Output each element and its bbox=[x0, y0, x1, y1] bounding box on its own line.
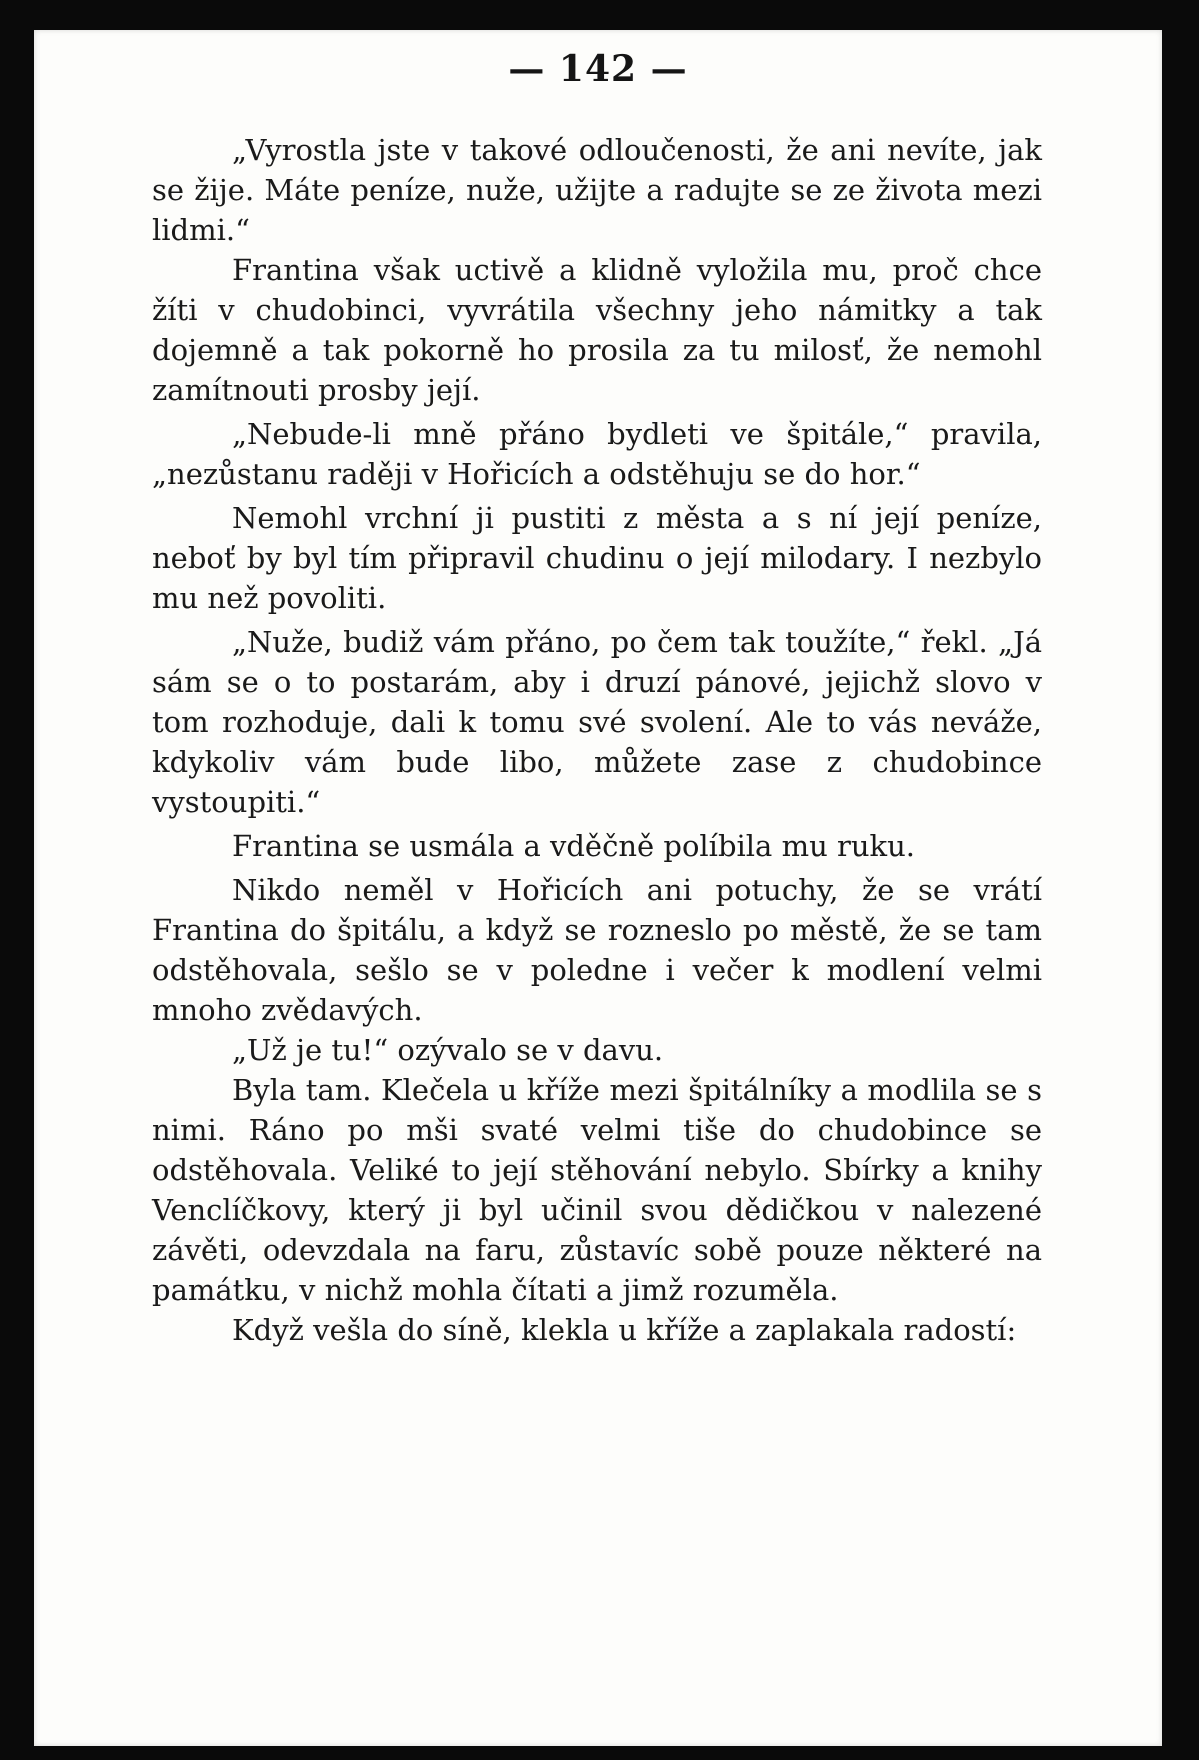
paragraph-8: „Už je tu!“ ozývalo se v davu. bbox=[232, 1033, 664, 1067]
paragraph-10: Když vešla do síně, klekla u kříže a zaplakala radostí: bbox=[232, 1313, 1017, 1347]
paragraph-3: „Nebude-li mně přáno bydleti ve špitále,“ pravila, „nezůstanu raději v Hořicích a odstěhuju se do hor.“ bbox=[152, 417, 1042, 491]
book-page bbox=[34, 30, 1162, 1746]
paragraph-7: Nikdo neměl v Hořicích ani potuchy, že se vrátí Frantina do špitálu, a když se rozneslo po městě, že se tam odstěhovala, sešlo se v poledne i večer k modlení velmi mnoho zvědavých. bbox=[152, 873, 1042, 1027]
paragraph-2: Frantina však uctivě a klidně vyložila mu, proč chce žíti v chudobinci, vyvrátila všechny jeho námitky a tak dojemně a tak pokorně ho prosila za tu milosť, že nemohl zamítnouti prosby její. bbox=[152, 253, 1042, 407]
paragraph-6: Frantina se usmála a vděčně políbila mu ruku. bbox=[232, 829, 915, 863]
page-text bbox=[152, 130, 1042, 1350]
page-number: — 142 — bbox=[508, 48, 688, 90]
paragraph-5: „Nuže, budiž vám přáno, po čem tak toužíte,“ řekl. „Já sám se o to postarám, aby i druzí pánové, jejichž slovo v tom rozhoduje, dali k tomu své svolení. Ale to vás neváže, kdykoliv vám bude libo, můžete zase z chudobince vystoupiti.“ bbox=[152, 625, 1042, 819]
paragraph-1: „Vyrostla jste v takové odloučenosti, že ani nevíte, jak se žije. Máte peníze, nuže, užijte a radujte se ze života mezi lidmi.“ bbox=[152, 133, 1042, 247]
paragraph-4: Nemohl vrchní ji pustiti z města a s ní její peníze, neboť by byl tím připravil chudinu o její milodary. I nezbylo mu než povoliti. bbox=[152, 501, 1042, 615]
paragraph-9: Byla tam. Klečela u kříže mezi špitálníky a modlila se s nimi. Ráno po mši svaté velmi tiše do chudobince se odstěhovala. Veliké to její stěhování nebylo. Sbírky a knihy Venclíčkovy, který ji byl učinil svou dědičkou v nalezené závěti, odevzdala na faru, zůstavíc sobě pouze některé na památku, v nichž mohla čítati a jimž rozuměla. bbox=[152, 1073, 1042, 1307]
